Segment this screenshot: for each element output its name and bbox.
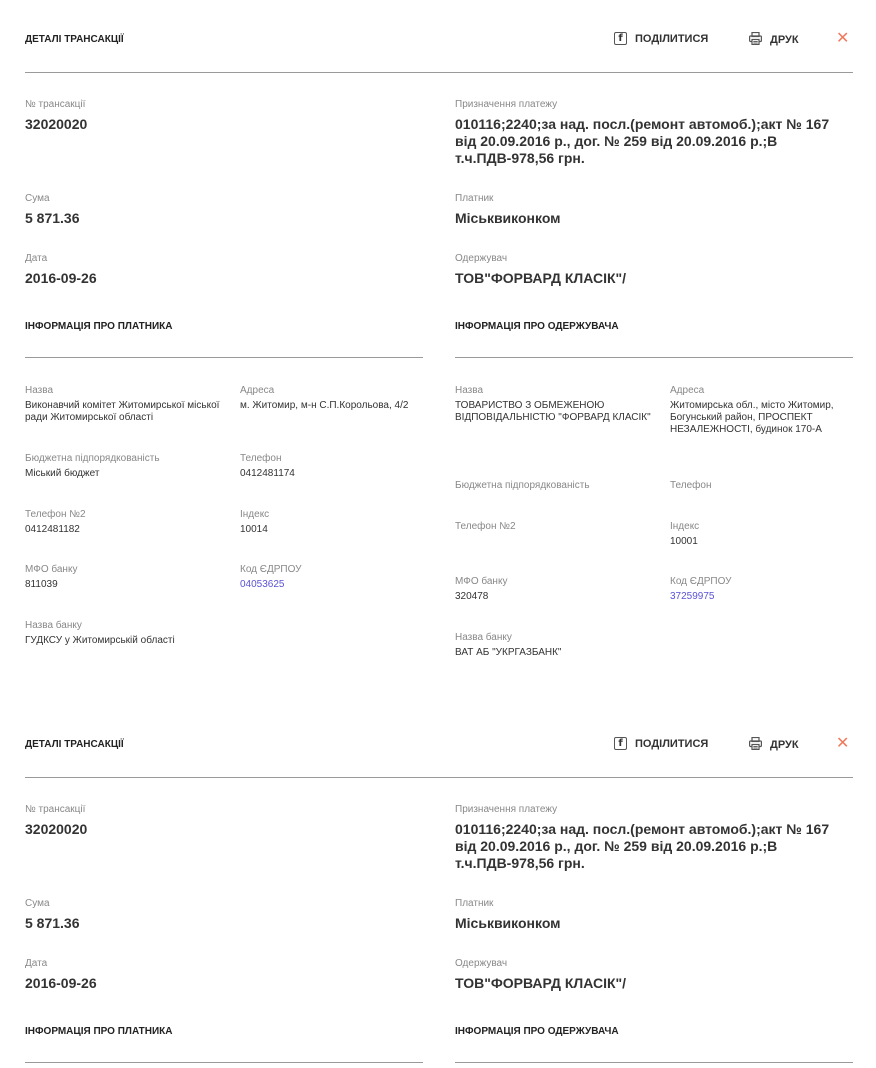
transaction-number-label: № трансакції xyxy=(25,804,86,815)
payer-budget-label: Бюджетна підпорядкованість xyxy=(25,453,160,464)
payer-field xyxy=(455,897,561,932)
printer-icon xyxy=(749,737,762,753)
payer-mfo-label: МФО банку xyxy=(25,564,78,575)
purpose-field xyxy=(455,98,850,167)
payer-address-value: м. Житомир, м-н С.П.Корольова, 4/2 xyxy=(240,400,409,411)
payer-phone2-field xyxy=(25,509,225,536)
payer-edrpou-label: Код ЄДРПОУ xyxy=(240,564,302,575)
date-label: Дата xyxy=(25,253,48,264)
close-icon[interactable]: ✕ xyxy=(836,733,850,752)
amount-field xyxy=(25,897,80,932)
amount-label: Сума xyxy=(25,898,50,909)
transaction-number-value: 32020020 xyxy=(25,116,88,132)
payer-address-field xyxy=(240,385,425,412)
payer-bank-field xyxy=(25,620,285,647)
panel-title: ДЕТАЛІ ТРАНСАКЦІЇ xyxy=(25,739,124,750)
printer-icon xyxy=(749,32,762,48)
amount-field xyxy=(25,192,80,227)
facebook-icon: f xyxy=(614,32,627,45)
payer-mfo-value: 811039 xyxy=(25,579,58,590)
recipient-index-value: 10001 xyxy=(670,536,698,547)
share-button[interactable] xyxy=(614,32,708,45)
recipient-label: Одержувач xyxy=(455,253,508,264)
purpose-value: 010116;2240;за над. посл.(ремонт автомоб.);акт № 167 від 20.09.2016 р., дог. № 259 від 20.09.2016 р.;В т.ч.ПДВ-978,56 грн. xyxy=(455,116,830,166)
panel-header xyxy=(25,0,853,73)
payer-edrpou-field xyxy=(240,564,425,591)
purpose-value: 010116;2240;за над. посл.(ремонт автомоб.);акт № 167 від 20.09.2016 р., дог. № 259 від 20.09.2016 р.;В т.ч.ПДВ-978,56 грн. xyxy=(455,821,830,871)
payer-mfo-field xyxy=(25,564,225,591)
payer-budget-value: Міський бюджет xyxy=(25,468,100,479)
payer-phone-field xyxy=(240,453,425,480)
recipient-phone2-field xyxy=(455,521,655,533)
recipient-bank-label: Назва банку xyxy=(455,632,512,643)
recipient-index-label: Індекс xyxy=(670,521,700,532)
purpose-label: Призначення платежу xyxy=(455,804,558,815)
share-button[interactable] xyxy=(614,737,708,750)
transaction-number-value: 32020020 xyxy=(25,821,88,837)
recipient-info-title: ІНФОРМАЦІЯ ПРО ОДЕРЖУВАЧА xyxy=(455,321,619,332)
recipient-phone-field xyxy=(670,480,850,492)
payer-bank-value: ГУДКСУ у Житомирській області xyxy=(25,635,175,646)
recipient-budget-label: Бюджетна підпорядкованість xyxy=(455,480,590,491)
date-field xyxy=(25,252,97,287)
share-label: ПОДІЛИТИСЯ xyxy=(635,737,709,750)
payer-name-label: Назва xyxy=(25,385,54,396)
recipient-field xyxy=(455,252,626,287)
payer-name-value: Виконавчий комітет Житомирської міської ради Житомирської області xyxy=(25,400,220,423)
date-value: 2016-09-26 xyxy=(25,975,97,991)
payer-value: Міськвиконком xyxy=(455,210,561,226)
payer-index-value: 10014 xyxy=(240,524,268,535)
payer-budget-field xyxy=(25,453,225,480)
date-field xyxy=(25,957,97,992)
close-icon[interactable]: ✕ xyxy=(836,28,850,47)
payer-edrpou-link[interactable]: 04053625 xyxy=(240,579,285,590)
recipient-label: Одержувач xyxy=(455,958,508,969)
print-button[interactable] xyxy=(749,32,799,48)
recipient-bank-value: ВАТ АБ "УКРГАЗБАНК" xyxy=(455,647,562,658)
transaction-number-field xyxy=(25,98,87,133)
payer-phone2-value: 0412481182 xyxy=(25,524,80,535)
payer-name-field xyxy=(25,385,225,424)
payer-info-divider xyxy=(25,1062,423,1063)
recipient-info-title: ІНФОРМАЦІЯ ПРО ОДЕРЖУВАЧА xyxy=(455,1026,619,1037)
transaction-number-label: № трансакції xyxy=(25,99,86,110)
transaction-number-field xyxy=(25,803,87,838)
recipient-field xyxy=(455,957,626,992)
payer-phone-value: 0412481174 xyxy=(240,468,295,479)
payer-label: Платник xyxy=(455,898,494,909)
recipient-address-label: Адреса xyxy=(670,385,705,396)
panel-header xyxy=(25,705,853,778)
facebook-icon: f xyxy=(614,737,627,750)
recipient-edrpou-label: Код ЄДРПОУ xyxy=(670,576,732,587)
recipient-value: ТОВ"ФОРВАРД КЛАСІК"/ xyxy=(455,975,627,991)
recipient-name-field xyxy=(455,385,655,424)
share-label: ПОДІЛИТИСЯ xyxy=(635,32,709,45)
amount-value: 5 871.36 xyxy=(25,915,80,931)
payer-label: Платник xyxy=(455,193,494,204)
recipient-address-value: Житомирська обл., місто Житомир, Богунський район, ПРОСПЕКТ НЕЗАЛЕЖНОСТІ, будинок 170-А xyxy=(670,400,834,435)
payer-bank-label: Назва банку xyxy=(25,620,82,631)
date-label: Дата xyxy=(25,958,48,969)
payer-index-field xyxy=(240,509,425,536)
purpose-field xyxy=(455,803,850,872)
recipient-name-label: Назва xyxy=(455,385,484,396)
recipient-phone-label: Телефон xyxy=(670,480,712,491)
date-value: 2016-09-26 xyxy=(25,270,97,286)
recipient-info-divider xyxy=(455,357,853,358)
recipient-budget-field xyxy=(455,480,655,492)
recipient-mfo-label: МФО банку xyxy=(455,576,508,587)
payer-index-label: Індекс xyxy=(240,509,270,520)
payer-address-label: Адреса xyxy=(240,385,275,396)
purpose-label: Призначення платежу xyxy=(455,99,558,110)
print-label: ДРУК xyxy=(770,34,799,46)
recipient-edrpou-link[interactable]: 37259975 xyxy=(670,591,715,602)
amount-label: Сума xyxy=(25,193,50,204)
recipient-name-value: ТОВАРИСТВО З ОБМЕЖЕНОЮ ВІДПОВІДАЛЬНІСТЮ "ФОРВАРД КЛАСІК" xyxy=(455,400,651,423)
recipient-value: ТОВ"ФОРВАРД КЛАСІК"/ xyxy=(455,270,627,286)
recipient-bank-field xyxy=(455,632,715,659)
payer-phone-label: Телефон xyxy=(240,453,282,464)
transaction-details-panel-2 xyxy=(0,705,876,1068)
recipient-phone2-label: Телефон №2 xyxy=(455,521,516,532)
payer-info-title: ІНФОРМАЦІЯ ПРО ПЛАТНИКА xyxy=(25,1026,173,1037)
amount-value: 5 871.36 xyxy=(25,210,80,226)
print-button[interactable] xyxy=(749,737,799,753)
payer-info-divider xyxy=(25,357,423,358)
payer-info-title: ІНФОРМАЦІЯ ПРО ПЛАТНИКА xyxy=(25,321,173,332)
payer-field xyxy=(455,192,561,227)
recipient-index-field xyxy=(670,521,850,548)
recipient-mfo-field xyxy=(455,576,655,603)
payer-phone2-label: Телефон №2 xyxy=(25,509,86,520)
recipient-info-divider xyxy=(455,1062,853,1063)
recipient-mfo-value: 320478 xyxy=(455,591,489,602)
recipient-address-field xyxy=(670,385,850,436)
payer-value: Міськвиконком xyxy=(455,915,561,931)
print-label: ДРУК xyxy=(770,739,799,751)
recipient-edrpou-field xyxy=(670,576,850,603)
panel-title: ДЕТАЛІ ТРАНСАКЦІЇ xyxy=(25,34,124,45)
